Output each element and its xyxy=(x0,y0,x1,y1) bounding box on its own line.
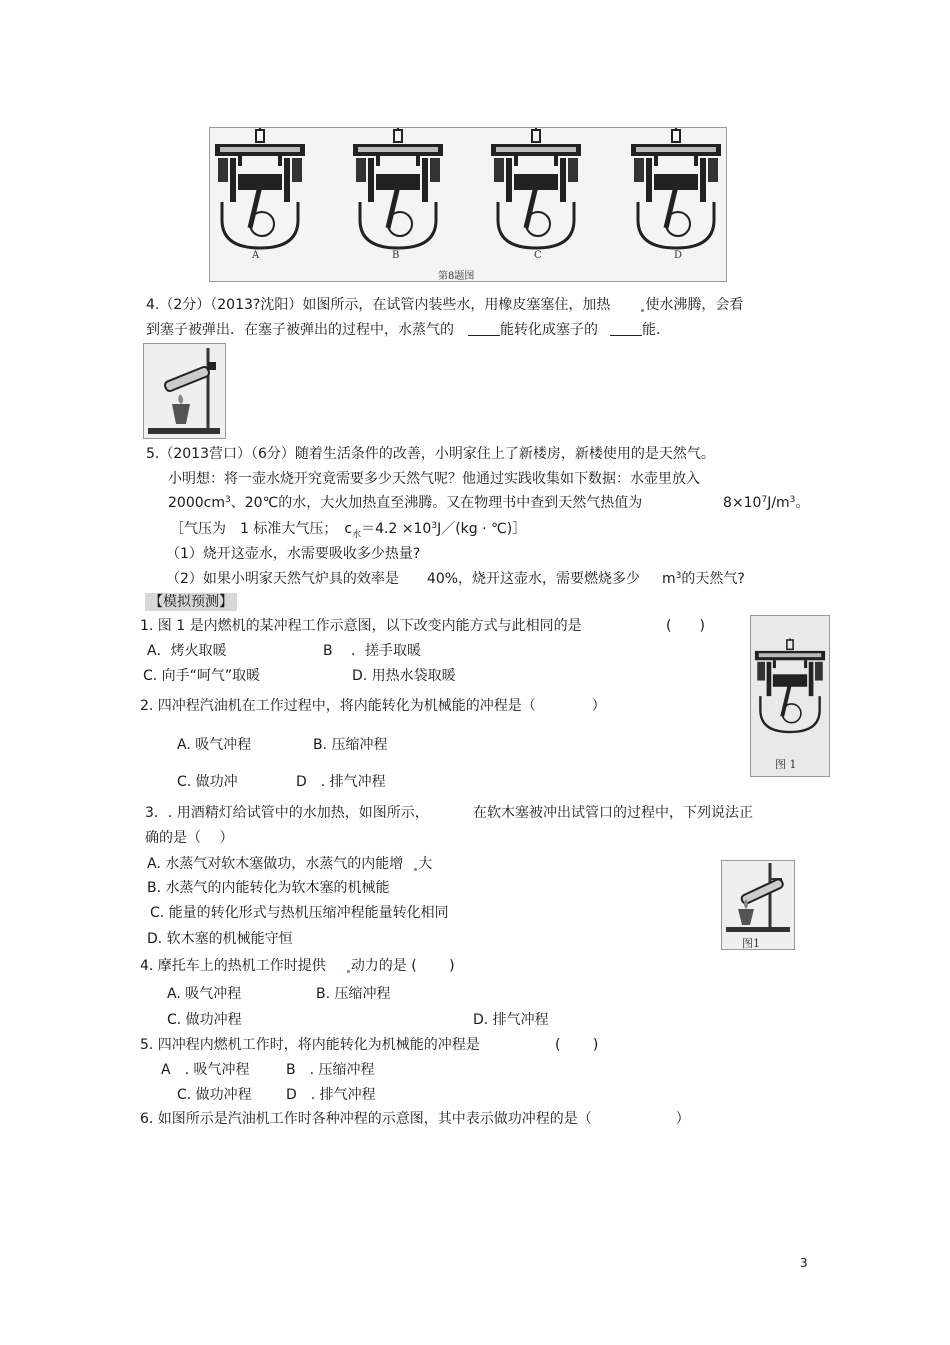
q5-sub2-end: 的天然气? xyxy=(681,571,745,587)
q5-c-unit: J／(kg · ℃)］ xyxy=(437,521,527,537)
m4-option-b: B. 压缩冲程 xyxy=(316,986,391,1002)
q4-line2-c: 能． xyxy=(642,322,670,338)
engine-figure-1-drawing xyxy=(751,616,829,756)
m5-option-a: A . 吸气冲程 xyxy=(161,1062,250,1078)
q5-volume: 2000cm xyxy=(168,495,225,511)
m1-option-a: A．烤火取暖 xyxy=(147,643,227,659)
q4-line1-b: 使水沸腾，会看 xyxy=(645,297,744,313)
q5-sub2-exp: 3 xyxy=(675,571,682,581)
test-tube-figure-m3 xyxy=(721,860,795,950)
m2-stem: 2. 四冲程汽油机在工作过程中，将内能转化为机械能的冲程是（ ） xyxy=(140,698,606,714)
q5-heat-end: 。 xyxy=(795,495,810,511)
m4-option-d: D. 排气冲程 xyxy=(473,1012,549,1028)
m3-stem-1b: 在软木塞被冲出试管口的过程中，下列说法正 xyxy=(473,805,753,821)
q4-line2-a: 到塞子被弹出．在塞子被弹出的过程中，水蒸气的 xyxy=(146,322,454,338)
m3-fig-caption: 图1 xyxy=(742,937,760,950)
engine-strokes-figure xyxy=(209,127,727,282)
q5-heat-unit: J/m xyxy=(767,495,790,511)
m3-option-a xyxy=(147,855,432,873)
m5-stem: 5. 四冲程内燃机工作时，将内能转化为机械能的冲程是 xyxy=(140,1037,480,1053)
m1-stem: 1. 图 1 是内燃机的某冲程工作示意图，以下改变内能方式与此相同的是 xyxy=(140,618,582,634)
q4-line2-b: 能转化成塞子的 xyxy=(500,322,598,338)
q5-c-sub: 水 xyxy=(352,529,362,540)
m1-option-b: B ．搓手取暖 xyxy=(323,643,422,659)
q4-blank-1 xyxy=(468,321,500,336)
m1-paren: ( ) xyxy=(666,618,705,634)
test-tube-drawing-m3 xyxy=(722,861,794,935)
m4-stem xyxy=(140,957,455,975)
m4-option-c: C. 做功冲程 xyxy=(167,1012,242,1028)
q5-volume-exp: 3 xyxy=(224,495,231,505)
m3-option-d: D. 软木塞的机械能守恒 xyxy=(147,931,293,947)
m3-option-b: B. 水蒸气的内能转化为软木塞的机械能 xyxy=(147,880,390,896)
m5-paren: ( ) xyxy=(555,1037,599,1053)
stroke-label-d: D xyxy=(674,250,683,261)
q5-line4 xyxy=(170,520,526,538)
figure-caption: 第8题图 xyxy=(438,271,475,282)
q5-line2: 小明想：将一壶水烧开究竟需要多少天然气呢？他通过实践收集如下数据：水壶里放入 xyxy=(168,471,700,487)
test-tube-drawing-q4 xyxy=(144,344,225,438)
q4-line1-a: 4.（2分）（2013?沈阳）如图所示，在试管内装些水，用橡皮塞塞住，加热 xyxy=(146,297,611,313)
q5-heat-exp: 7 xyxy=(761,495,768,505)
m2-option-b: B. 压缩冲程 xyxy=(313,737,388,753)
m5-option-c: C. 做功冲程 xyxy=(177,1087,252,1103)
m4-stem-b: 动力的是 ( ) xyxy=(350,958,455,974)
q4-line1 xyxy=(146,296,743,314)
m4-option-a: A. 吸气冲程 xyxy=(167,986,242,1002)
engine-strokes-drawing xyxy=(210,128,726,281)
m3-option-a-text: A. 水蒸气对软木塞做功，水蒸气的内能增 xyxy=(147,856,404,872)
m3-option-c: C. 能量的转化形式与热机压缩冲程能量转化相同 xyxy=(150,905,449,921)
m3-stem-1a: 3．. 用酒精灯给试管中的水加热，如图所示， xyxy=(145,805,429,821)
m1-option-c: C. 向手“呵气”取暖 xyxy=(143,668,261,684)
m4-stem-a: 4. 摩托车上的热机工作时提供 xyxy=(140,958,326,974)
q5-heat-value xyxy=(723,494,809,512)
section-tag: 【模拟预测】 xyxy=(145,593,237,611)
fig1-caption: 图 1 xyxy=(775,758,797,771)
m5-option-b: B . 压缩冲程 xyxy=(286,1062,375,1078)
q5-sub1: （1）烧开这壶水，水需要吸收多少热量? xyxy=(166,546,421,562)
m2-option-c: C. 做功冲 xyxy=(177,774,238,790)
q5-conditions: ［气压为 1 标准大气压； c xyxy=(170,521,353,537)
q5-line3 xyxy=(168,494,642,512)
m5-option-d: D . 排气冲程 xyxy=(286,1087,376,1103)
q5-line1: 5.（2013营口）（6分）随着生活条件的改善，小明家住上了新楼房，新楼使用的是天然气。 xyxy=(146,446,715,462)
page-number: 3 xyxy=(800,1256,808,1270)
q5-line3-text: 、20℃的水，大火加热直至沸腾。又在物理书中查到天然气热值为 xyxy=(230,495,643,511)
q5-c-value: ＝4.2 ×10 xyxy=(361,521,432,537)
engine-figure-1 xyxy=(750,615,830,777)
m1-option-d: D. 用热水袋取暖 xyxy=(352,668,456,684)
stroke-label-a: A xyxy=(252,250,260,261)
q5-heat-coef: 8×10 xyxy=(723,495,762,511)
m3-stem-2: 确的是（ ） xyxy=(145,830,234,846)
stroke-label-c: C xyxy=(534,250,542,261)
q5-sub2-unit: m xyxy=(662,571,676,587)
q4-line2 xyxy=(146,321,670,339)
test-tube-figure-q4 xyxy=(143,343,226,439)
m3-option-a-end: 大 xyxy=(418,856,433,872)
m6-stem: 6. 如图所示是汽油机工作时各种冲程的示意图，其中表示做功冲程的是（ ） xyxy=(140,1111,690,1127)
q4-blank-2 xyxy=(610,321,642,336)
q5-sub2-text: （2）如果小明家天然气炉具的效率是 40%，烧开这壶水，需要燃烧多少 xyxy=(166,571,641,587)
q5-c-exp: 3 xyxy=(431,521,438,531)
m2-option-d: D . 排气冲程 xyxy=(296,774,386,790)
q5-heat-unit-exp: 3 xyxy=(789,495,796,505)
q5-sub2 xyxy=(166,570,745,588)
m2-option-a: A. 吸气冲程 xyxy=(177,737,252,753)
stroke-label-b: B xyxy=(392,250,400,261)
